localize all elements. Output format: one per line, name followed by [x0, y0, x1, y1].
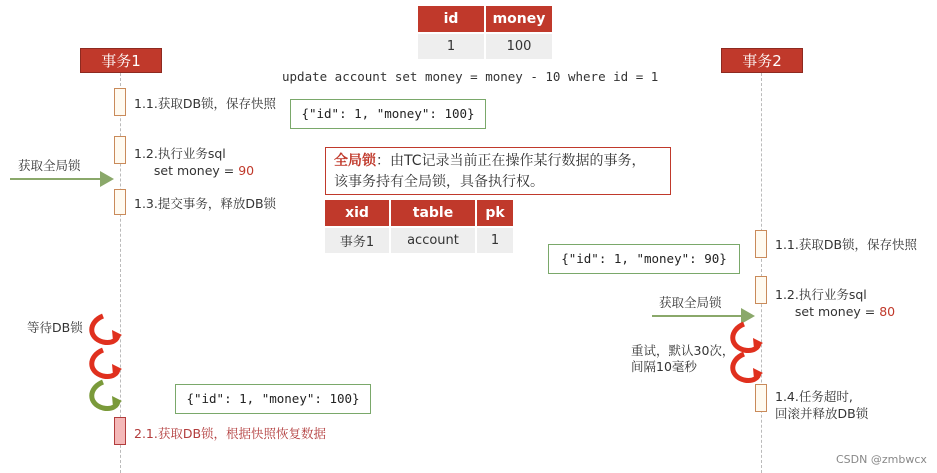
lock-table-header-pk: pk: [476, 200, 514, 227]
right-step-1-2-text: 1.2.执行业务sql set money =: [775, 287, 876, 319]
left-wait-loop-icon-1: [92, 316, 122, 343]
actor-transaction-1: 事务1: [80, 48, 162, 73]
snapshot-note-right: {"id": 1, "money": 90}: [548, 244, 740, 274]
account-table-header-id: id: [418, 6, 485, 33]
left-step-1-1: 1.1.获取DB锁，保存快照: [134, 96, 277, 111]
lock-table-header-table: table: [390, 200, 476, 227]
left-wait-db-lock-label: 等待DB锁: [27, 320, 83, 335]
lock-table-cell-xid: 事务1: [325, 227, 390, 253]
left-step-2-1: 2.1.获取DB锁，根据快照恢复数据: [134, 426, 327, 441]
snapshot-note-left-top: {"id": 1, "money": 100}: [290, 99, 486, 129]
lock-table-cell-pk: 1: [476, 227, 514, 253]
snapshot-note-left-bottom: {"id": 1, "money": 100}: [175, 384, 371, 414]
left-acquire-global-lock-label: 获取全局锁: [18, 158, 81, 173]
account-table-cell-id: 1: [418, 33, 485, 59]
watermark: CSDN @zmbwcx: [836, 453, 927, 466]
global-lock-line1: ：由TC记录当前正在操作某行数据的事务，: [376, 153, 646, 169]
right-step-1-1: 1.1.获取DB锁，保存快照: [775, 237, 918, 252]
right-step-1-2-value: 80: [879, 304, 896, 319]
left-step-1-2-value: 90: [238, 163, 255, 178]
left-wait-loop-icon-2: [92, 350, 122, 377]
right-retry-loop-icon-2: [733, 354, 763, 381]
left-step-1-2-text: 1.2.执行业务sql set money =: [134, 146, 235, 178]
right-acquire-global-lock-label: 获取全局锁: [659, 295, 722, 310]
actor-transaction-2: 事务2: [721, 48, 803, 73]
lock-table-header-xid: xid: [325, 200, 390, 227]
global-lock-term: 全局锁: [334, 153, 376, 169]
left-wait-loop-icon-3: [92, 382, 122, 409]
right-step-1-4: 1.4.任务超时, 回滚并释放DB锁: [775, 389, 869, 421]
left-step-1-3: 1.3.提交事务，释放DB锁: [134, 196, 277, 211]
sql-statement: update account set money = money - 10 where id = 1: [282, 69, 659, 84]
global-lock-line2: 该事务持有全局锁，具备执行权。: [334, 174, 544, 190]
right-retry-loop-icon-1: [733, 324, 763, 351]
lock-table-cell-table: account: [390, 227, 476, 253]
account-table-cell-money: 100: [485, 33, 553, 59]
account-table-header-money: money: [485, 6, 553, 33]
right-retry-label: 重试，默认30次， 间隔10毫秒: [631, 343, 735, 374]
